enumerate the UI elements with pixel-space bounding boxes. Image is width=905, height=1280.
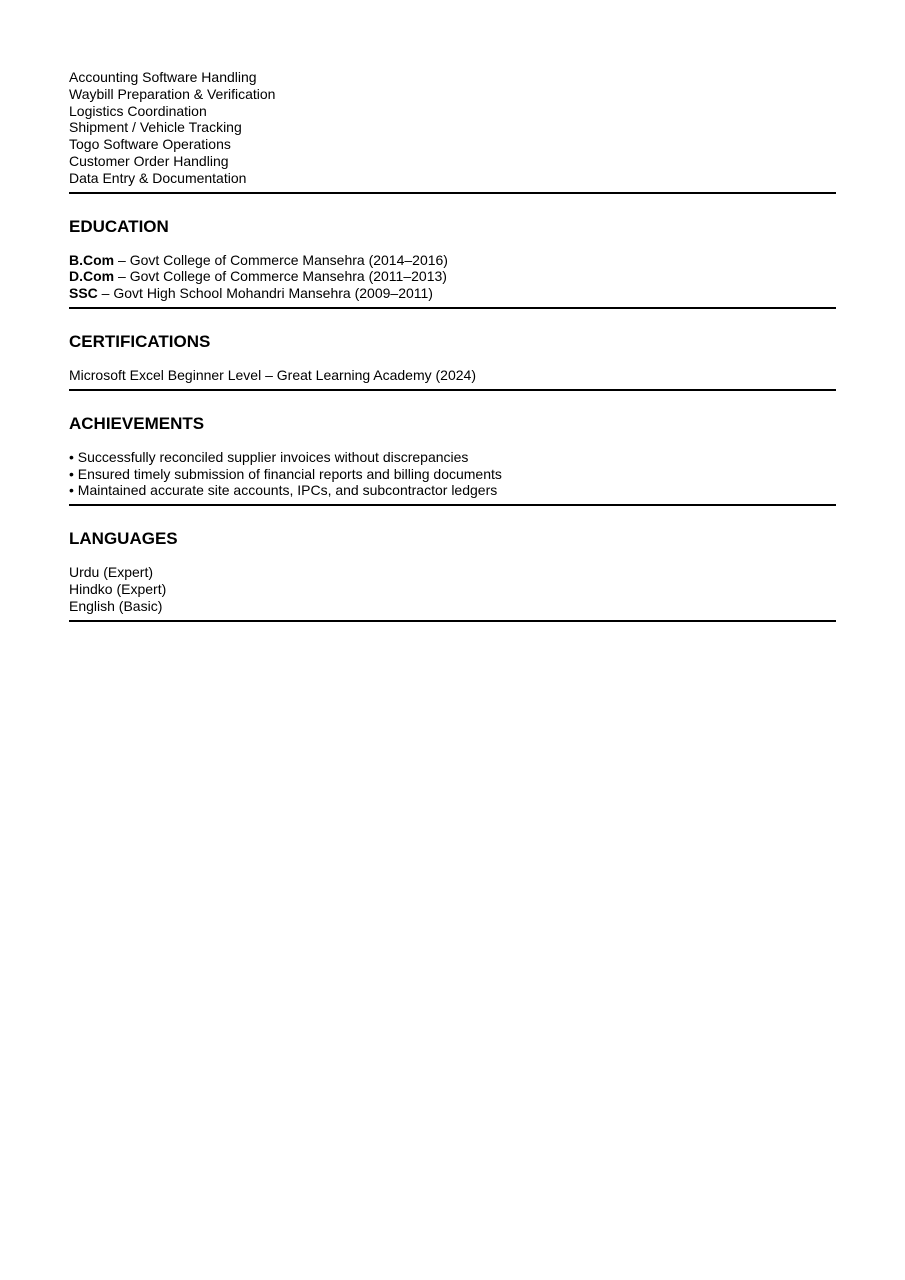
section-divider: [69, 192, 836, 194]
section-divider: [69, 620, 836, 622]
skill-item: Shipment / Vehicle Tracking: [69, 119, 242, 136]
skill-item: Customer Order Handling: [69, 152, 229, 169]
achievement-item: • Successfully reconciled supplier invoices without discrepancies: [69, 448, 469, 465]
education-item: [69, 252, 836, 269]
skills-list: [69, 69, 836, 187]
section-divider: [69, 389, 836, 391]
certification-item: Microsoft Excel Beginner Level – Great Learning Academy (2024): [69, 366, 476, 383]
education-detail: – Govt College of Commerce Mansehra (2014–2016): [114, 251, 448, 268]
languages-heading: LANGUAGES: [69, 529, 178, 549]
language-item: Urdu (Expert): [69, 564, 154, 581]
education-degree: SSC: [69, 285, 98, 302]
certifications-list: [69, 367, 836, 384]
education-detail: – Govt High School Mohandri Mansehra (2009–2011): [97, 285, 433, 302]
achievements-list: [69, 449, 836, 499]
education-heading: EDUCATION: [69, 216, 169, 236]
skill-item: Data Entry & Documentation: [69, 169, 247, 186]
language-item: English (Basic): [69, 597, 163, 614]
languages-list: [69, 564, 836, 614]
achievement-item: • Maintained accurate site accounts, IPCs, and subcontractor ledgers: [69, 482, 498, 499]
skill-item: Accounting Software Handling: [69, 69, 257, 85]
education-degree: B.Com: [69, 251, 115, 268]
section-divider: [69, 504, 836, 506]
section-divider: [69, 307, 836, 309]
education-item: [69, 285, 836, 302]
language-item: Hindko (Expert): [69, 580, 167, 597]
education-list: [69, 252, 836, 302]
education-item: [69, 268, 836, 285]
certifications-heading: CERTIFICATIONS: [69, 331, 211, 351]
education-detail: – Govt College of Commerce Mansehra (2011–2013): [114, 268, 447, 285]
skill-item: Togo Software Operations: [69, 136, 231, 153]
achievement-item: • Ensured timely submission of financial reports and billing documents: [69, 465, 502, 482]
skill-item: Waybill Preparation & Verification: [69, 85, 276, 102]
achievements-heading: ACHIEVEMENTS: [69, 413, 205, 433]
education-degree: D.Com: [69, 268, 115, 285]
skill-item: Logistics Coordination: [69, 102, 207, 119]
